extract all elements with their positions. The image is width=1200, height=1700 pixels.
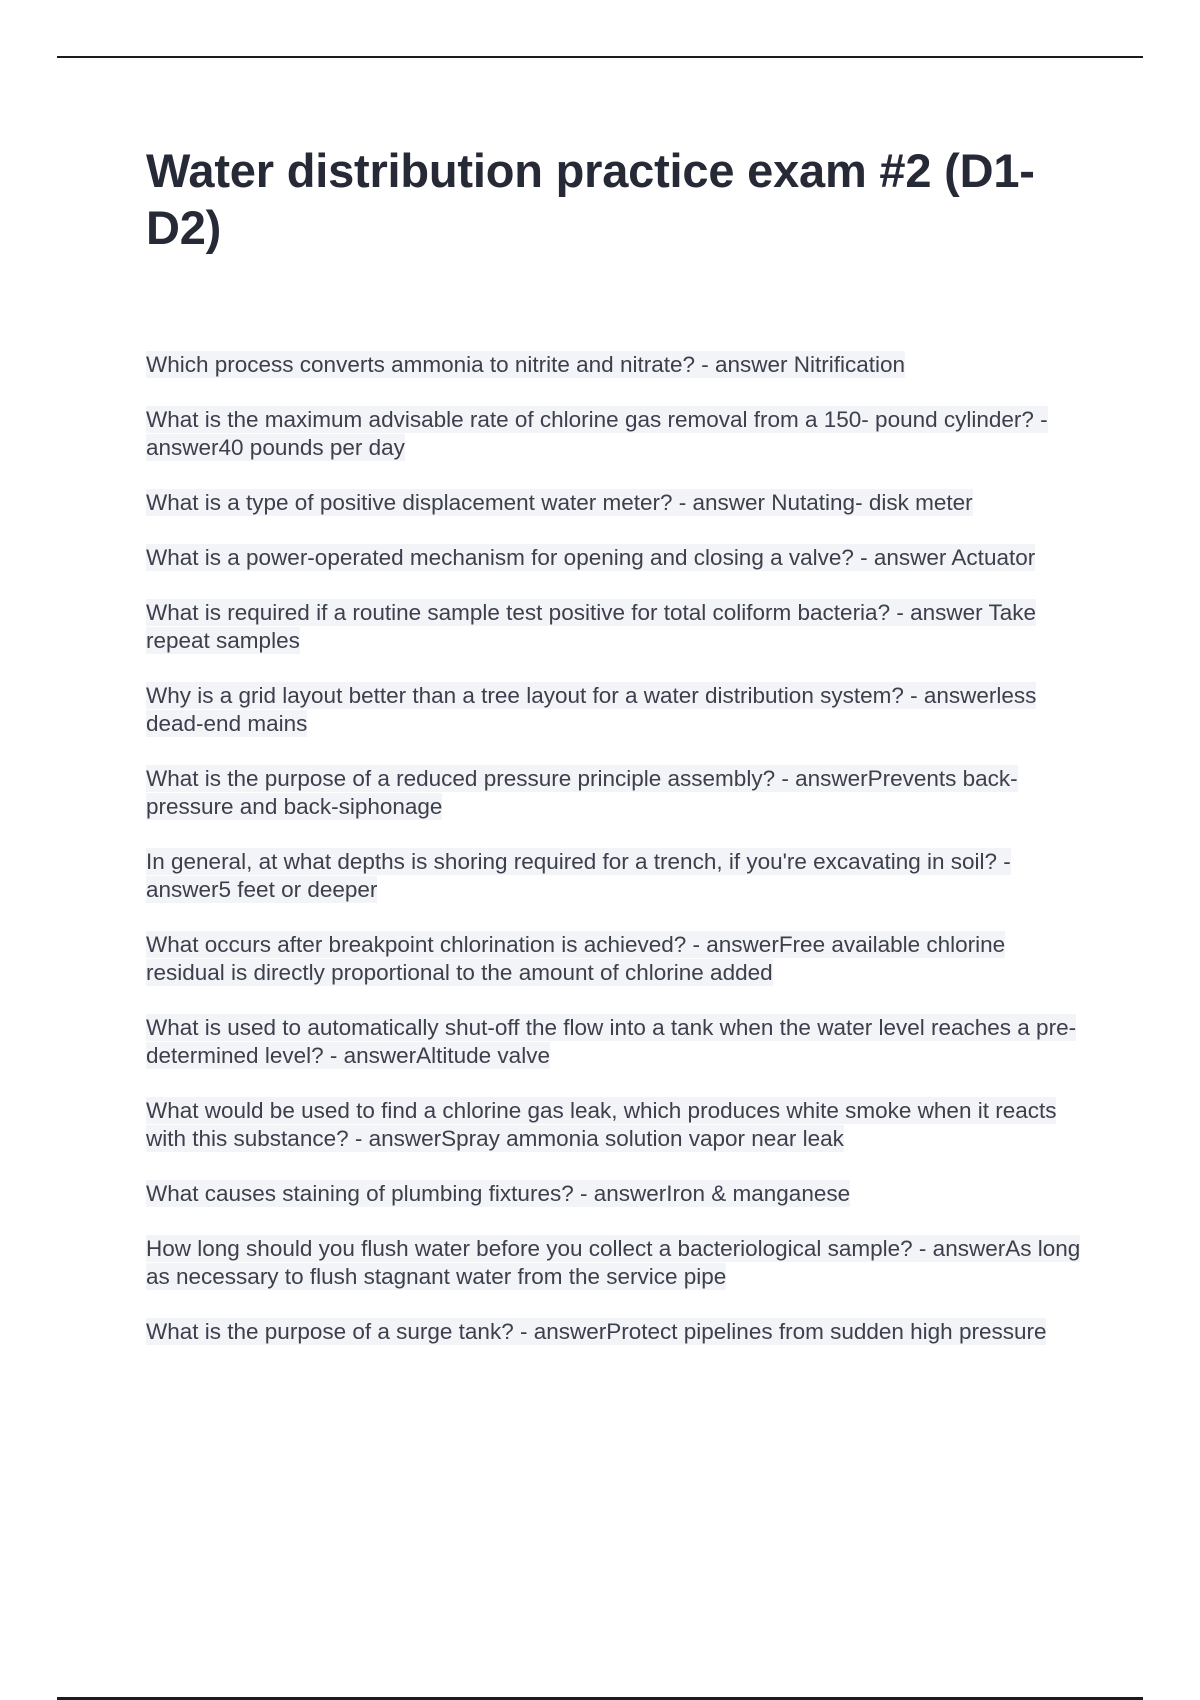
qa-text: What is a power-operated mechanism for opening and closing a valve? - answer Actuator [146, 545, 1036, 570]
qa-item [146, 1318, 1086, 1346]
qa-item [146, 1235, 1086, 1291]
qa-text: What is the purpose of a surge tank? - answerProtect pipelines from sudden high pressure [146, 1319, 1047, 1344]
qa-text: Which process converts ammonia to nitrite and nitrate? - answer Nitrification [146, 352, 906, 377]
qa-item [146, 406, 1086, 462]
qa-text: What is required if a routine sample test positive for total coliform bacteria? - answer Take repeat samples [146, 600, 1036, 653]
qa-item [146, 931, 1086, 987]
qa-item [146, 544, 1086, 572]
qa-item [146, 848, 1086, 904]
qa-item [146, 599, 1086, 655]
qa-text: What is used to automatically shut-off the flow into a tank when the water level reaches a pre-determined level? - answerAltitude valve [146, 1015, 1077, 1068]
qa-text: How long should you flush water before you collect a bacteriological sample? - answerAs long as necessary to flush stagnant water from the service pipe [146, 1236, 1081, 1289]
qa-item [146, 765, 1086, 821]
qa-item [146, 351, 1086, 379]
document-body [146, 142, 1086, 1373]
qa-text: What is a type of positive displacement water meter? - answer Nutating- disk meter [146, 490, 973, 515]
qa-text: What causes staining of plumbing fixtures? - answerIron & manganese [146, 1181, 851, 1206]
qa-text: Why is a grid layout better than a tree layout for a water distribution system? - answerless dead-end mains [146, 683, 1037, 736]
qa-list [146, 351, 1086, 1346]
qa-text: What is the maximum advisable rate of chlorine gas removal from a 150- pound cylinder? - answer40 pounds per day [146, 407, 1048, 460]
qa-item [146, 1180, 1086, 1208]
qa-text: What is the purpose of a reduced pressure principle assembly? - answerPrevents back-pressure and back-siphonage [146, 766, 1018, 819]
qa-item [146, 682, 1086, 738]
document-title: Water distribution practice exam #2 (D1-D2) [146, 144, 1035, 254]
qa-item [146, 1097, 1086, 1153]
qa-item [146, 489, 1086, 517]
qa-text: What occurs after breakpoint chlorination is achieved? - answerFree available chlorine residual is directly proportional to the amount of chlorine added [146, 932, 1006, 985]
top-rule [57, 56, 1143, 58]
qa-text: In general, at what depths is shoring required for a trench, if you're excavating in soil? - answer5 feet or deeper [146, 849, 1011, 902]
qa-text: What would be used to find a chlorine gas leak, which produces white smoke when it reacts with this substance? - answerSpray ammonia solution vapor near leak [146, 1098, 1057, 1151]
qa-item [146, 1014, 1086, 1070]
